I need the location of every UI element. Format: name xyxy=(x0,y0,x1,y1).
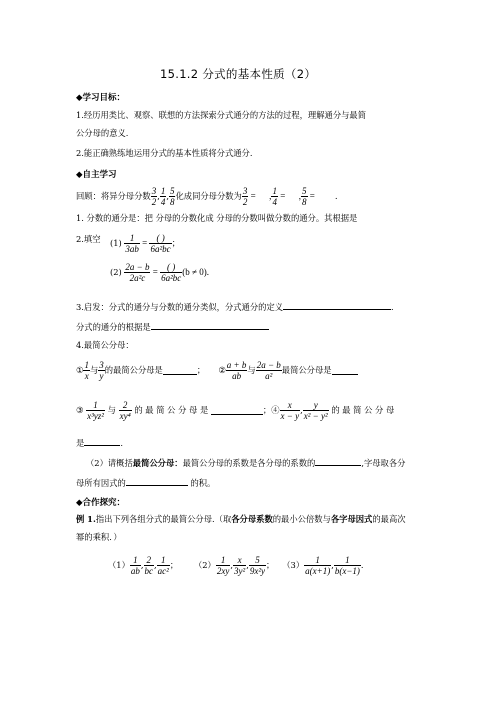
c3-fraction-1: $\frac{1}{\text{x³yz²}}$ xyxy=(87,399,104,421)
c2-fraction-1: $\frac{a + b}{ab}$ xyxy=(226,359,247,381)
review-mid: 化成同分母分数为 xyxy=(175,190,242,201)
question-2-left: $\frac{2a - b}{\text{2a²c}}$ xyxy=(125,261,150,283)
example-1-line-1: 例 1.指出下列各组分式的最简公分母.（取各分母系数的最小公倍数与各字母因式的最高次 xyxy=(76,514,406,524)
lcd-row-2: ③ $\frac{1}{\text{x³yz²}}$ 与 $\frac{2}{\text{xy⁴}}$ 的 最 简 公 分 母 是 ；④ $\frac{x}{x - y}$ , $\frac{y}{\text{x² − y²}}$ 的 最 简 公 分 母 xyxy=(76,399,395,421)
example-groups: （1） $\frac{1}{ab}$ , $\frac{2}{bc}$ , $\frac{1}{\text{ac²}}$ ； （2） $\frac{1}{2xy}$ , $\frac{x}{\text{3y²}}$ , $\frac{5}{\text{9x²y}}$ ； （3） $\frac{1}{a(x+1)}$ , $\frac{1}{b(x-1)}$ . xyxy=(108,554,364,576)
question-1-label: (1) xyxy=(110,237,122,248)
question-1-right: $\frac{( )}{\text{6a²bc}}$ xyxy=(150,232,171,254)
question-2: (2) $\frac{2a - b}{\text{2a²c}}$ = $\frac{( )}{\text{6a²bc}}$ (b ≠ 0). xyxy=(110,261,209,283)
g3-fraction-2: $\frac{1}{b(x-1)}$ xyxy=(334,554,360,576)
g2-fraction-2: $\frac{x}{\text{3y²}}$ xyxy=(234,554,246,576)
c1-fraction-1: $\frac{1}{x}$ xyxy=(84,359,89,381)
item-2-label: 2.填空 xyxy=(76,234,101,244)
g1-fraction-2: $\frac{2}{bc}$ xyxy=(144,554,154,576)
g2-fraction-3: $\frac{5}{\text{9x²y}}$ xyxy=(249,554,266,576)
review-answer-2: $\frac{1}{4}$ xyxy=(272,185,277,207)
c1-fraction-2: $\frac{3}{y}$ xyxy=(99,359,104,381)
page-title: 15.1.2 分式的基本性质（2） xyxy=(160,67,317,81)
review-answer-3: $\frac{5}{8}$ xyxy=(302,185,307,207)
item-1: 1. 分数的通分是：把 分母的分数化成 分母的分数叫做分数的通分。其根据是 xyxy=(76,213,358,223)
review-line: 回顾：将异分母分数 $\frac{3}{2}$ , $\frac{1}{4}$ , $\frac{5}{8}$ 化成同分母分数为 $\frac{3}{2}$ = , $\frac{1}{4}$ = , $\frac{5}{8}$ = . xyxy=(76,185,338,207)
question-2-condition: (b ≠ 0). xyxy=(182,266,209,277)
objective-1-line-2: 公分母的意义. xyxy=(76,128,129,138)
lcd-row-2-tail: 是 . xyxy=(76,438,123,448)
objectives-heading: ◆学习目标： xyxy=(76,93,126,103)
g2-fraction-1: $\frac{1}{2xy}$ xyxy=(216,554,230,576)
review-fraction-3: $\frac{5}{8}$ xyxy=(169,185,175,207)
question-2-right: $\frac{( )}{\text{6a²bc}}$ xyxy=(161,261,182,283)
question-2-label: (2) xyxy=(110,266,122,277)
question-1: (1) $\frac{1}{3ab}$ = $\frac{( )}{\text{6a²bc}}$ ； xyxy=(110,232,180,254)
lcd-row-1: ① $\frac{1}{x}$ 与 $\frac{3}{y}$ 的最简公分母是 ； ② $\frac{a + b}{ab}$ 与 $\frac{2a - b}{\text{a²}}$ 最简公分母是 xyxy=(76,358,358,382)
item-4: 4.最简公分母： xyxy=(76,340,134,350)
summary-line-2: 母所有因式的 的积。 xyxy=(76,478,216,488)
g1-fraction-3: $\frac{1}{\text{ac²}}$ xyxy=(157,554,169,576)
review-answer-1: $\frac{3}{2}$ xyxy=(242,185,248,207)
objective-2: 2.能正确熟练地运用分式的基本性质将分式通分. xyxy=(76,148,253,158)
self-study-heading: ◆自主学习 xyxy=(76,170,117,180)
c2-fraction-2: $\frac{2a - b}{\text{a²}}$ xyxy=(256,359,281,381)
item-3-line-2: 分式的通分的根据是 xyxy=(76,320,269,333)
g1-fraction-1: $\frac{1}{ab}$ xyxy=(130,554,140,576)
objective-1-line-1: 1.经历用类比、观察、联想的方法探索分式通分的方法的过程，理解通分与最简 xyxy=(76,110,367,120)
question-1-left: $\frac{1}{3ab}$ xyxy=(125,232,139,254)
review-prefix: 回顾：将异分母分数 xyxy=(76,190,151,201)
coop-heading: ◆合作探究： xyxy=(76,498,126,508)
g3-fraction-1: $\frac{1}{a(x+1)}$ xyxy=(305,554,331,576)
review-fraction-2: $\frac{1}{4}$ xyxy=(160,185,166,207)
c4-fraction-1: $\frac{x}{x - y}$ xyxy=(280,399,300,421)
review-fraction-1: $\frac{3}{2}$ xyxy=(151,185,157,207)
c4-fraction-2: $\frac{y}{\text{x² − y²}}$ xyxy=(303,399,328,421)
summary-line-1: （2）请概括最简公分母：最简公分母的系数是各分母的系数的 ,字母取各分 xyxy=(86,458,406,468)
c3-fraction-2: $\frac{2}{\text{xy⁴}}$ xyxy=(119,399,131,421)
item-3-line-1: 3.启发：分式的通分与分数的通分类似，分式通分的定义 . xyxy=(76,302,394,312)
example-1-line-2: 幂的乘积．） xyxy=(76,532,122,542)
